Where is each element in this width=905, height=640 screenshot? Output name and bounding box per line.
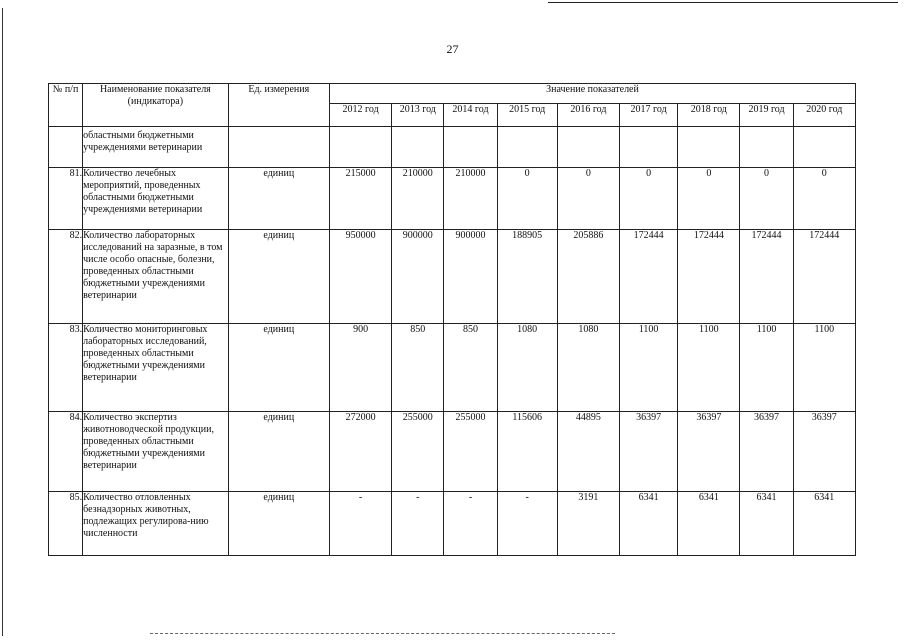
row-value: 850 (392, 324, 444, 412)
row-value: 0 (497, 168, 557, 230)
table-row (49, 127, 856, 168)
table-row (49, 412, 856, 492)
row-value: 1080 (497, 324, 557, 412)
row-value: - (329, 492, 391, 556)
row-value: 36397 (678, 412, 740, 492)
bottom-rule (150, 633, 615, 634)
row-value (620, 127, 678, 168)
row-unit: единиц (228, 230, 329, 324)
row-value: 210000 (392, 168, 444, 230)
row-value: 6341 (678, 492, 740, 556)
row-value (740, 127, 793, 168)
row-value: 1080 (557, 324, 619, 412)
table-row (49, 230, 856, 324)
year-header: 2018 год (678, 104, 740, 127)
indicators-table (48, 83, 856, 556)
row-number: 81. (49, 168, 83, 230)
row-name: Количество экспертиз животноводческой продукции, проведенных областными бюджетными учреждениями ветеринарии (83, 412, 229, 492)
row-value: 172444 (678, 230, 740, 324)
row-value (497, 127, 557, 168)
row-number (49, 127, 83, 168)
row-value: 0 (620, 168, 678, 230)
row-unit (228, 127, 329, 168)
table-row (49, 168, 856, 230)
row-value: 900000 (392, 230, 444, 324)
year-header: 2015 год (497, 104, 557, 127)
year-header: 2017 год (620, 104, 678, 127)
header-values: Значение показателей (329, 84, 855, 104)
row-value: 0 (557, 168, 619, 230)
row-name: Количество отловленных безнадзорных животных, подлежащих регулирова-нию численности (83, 492, 229, 556)
year-header: 2019 год (740, 104, 793, 127)
row-value: 36397 (620, 412, 678, 492)
table-row (49, 492, 856, 556)
row-unit: единиц (228, 324, 329, 412)
row-value (392, 127, 444, 168)
row-name: Количество лабораторных исследований на заразные, в том числе особо опасные, болезни, проведенных областными бюджетными учреждениями ветеринарии (83, 230, 229, 324)
row-name: Количество лечебных мероприятий, проведенных областными бюджетными учреждениями ветеринарии (83, 168, 229, 230)
row-value: 205886 (557, 230, 619, 324)
top-rule (548, 2, 898, 3)
year-header: 2013 год (392, 104, 444, 127)
row-value: 36397 (793, 412, 855, 492)
row-value: 0 (740, 168, 793, 230)
row-value: 1100 (740, 324, 793, 412)
header-num: № п/п (49, 84, 83, 127)
table-row (49, 324, 856, 412)
row-value: 0 (678, 168, 740, 230)
row-number: 83. (49, 324, 83, 412)
header-unit: Ед. измерения (228, 84, 329, 127)
left-margin-rule (2, 8, 3, 636)
row-number: 84. (49, 412, 83, 492)
page-number: 27 (446, 42, 459, 56)
row-value: 172444 (740, 230, 793, 324)
row-value: - (497, 492, 557, 556)
row-value: 3191 (557, 492, 619, 556)
row-number: 85. (49, 492, 83, 556)
row-value: 950000 (329, 230, 391, 324)
row-value: - (444, 492, 497, 556)
row-value: 172444 (620, 230, 678, 324)
row-value: 210000 (444, 168, 497, 230)
row-name: областными бюджетными учреждениями ветеринарии (83, 127, 229, 168)
row-value: 1100 (678, 324, 740, 412)
row-value: 900 (329, 324, 391, 412)
row-value: 6341 (620, 492, 678, 556)
row-value: 215000 (329, 168, 391, 230)
row-unit: единиц (228, 168, 329, 230)
row-value: 115606 (497, 412, 557, 492)
row-value: 172444 (793, 230, 855, 324)
row-number: 82. (49, 230, 83, 324)
row-value: 188905 (497, 230, 557, 324)
row-value: 36397 (740, 412, 793, 492)
row-value: 900000 (444, 230, 497, 324)
row-value (329, 127, 391, 168)
row-value: 1100 (793, 324, 855, 412)
year-header: 2014 год (444, 104, 497, 127)
row-unit: единиц (228, 492, 329, 556)
row-unit: единиц (228, 412, 329, 492)
row-value: 272000 (329, 412, 391, 492)
year-header: 2012 год (329, 104, 391, 127)
row-value (678, 127, 740, 168)
row-value: 255000 (444, 412, 497, 492)
row-value: 6341 (793, 492, 855, 556)
year-header: 2016 год (557, 104, 619, 127)
row-value: 6341 (740, 492, 793, 556)
row-value: 44895 (557, 412, 619, 492)
row-value: 1100 (620, 324, 678, 412)
row-value: 850 (444, 324, 497, 412)
header-name: Наименование показателя (индикатора) (83, 84, 229, 127)
row-value (444, 127, 497, 168)
year-header: 2020 год (793, 104, 855, 127)
row-value: 255000 (392, 412, 444, 492)
row-value: - (392, 492, 444, 556)
row-name: Количество мониторинговых лабораторных исследований, проведенных областными бюджетными учреждениями ветеринарии (83, 324, 229, 412)
row-value: 0 (793, 168, 855, 230)
row-value (557, 127, 619, 168)
row-value (793, 127, 855, 168)
